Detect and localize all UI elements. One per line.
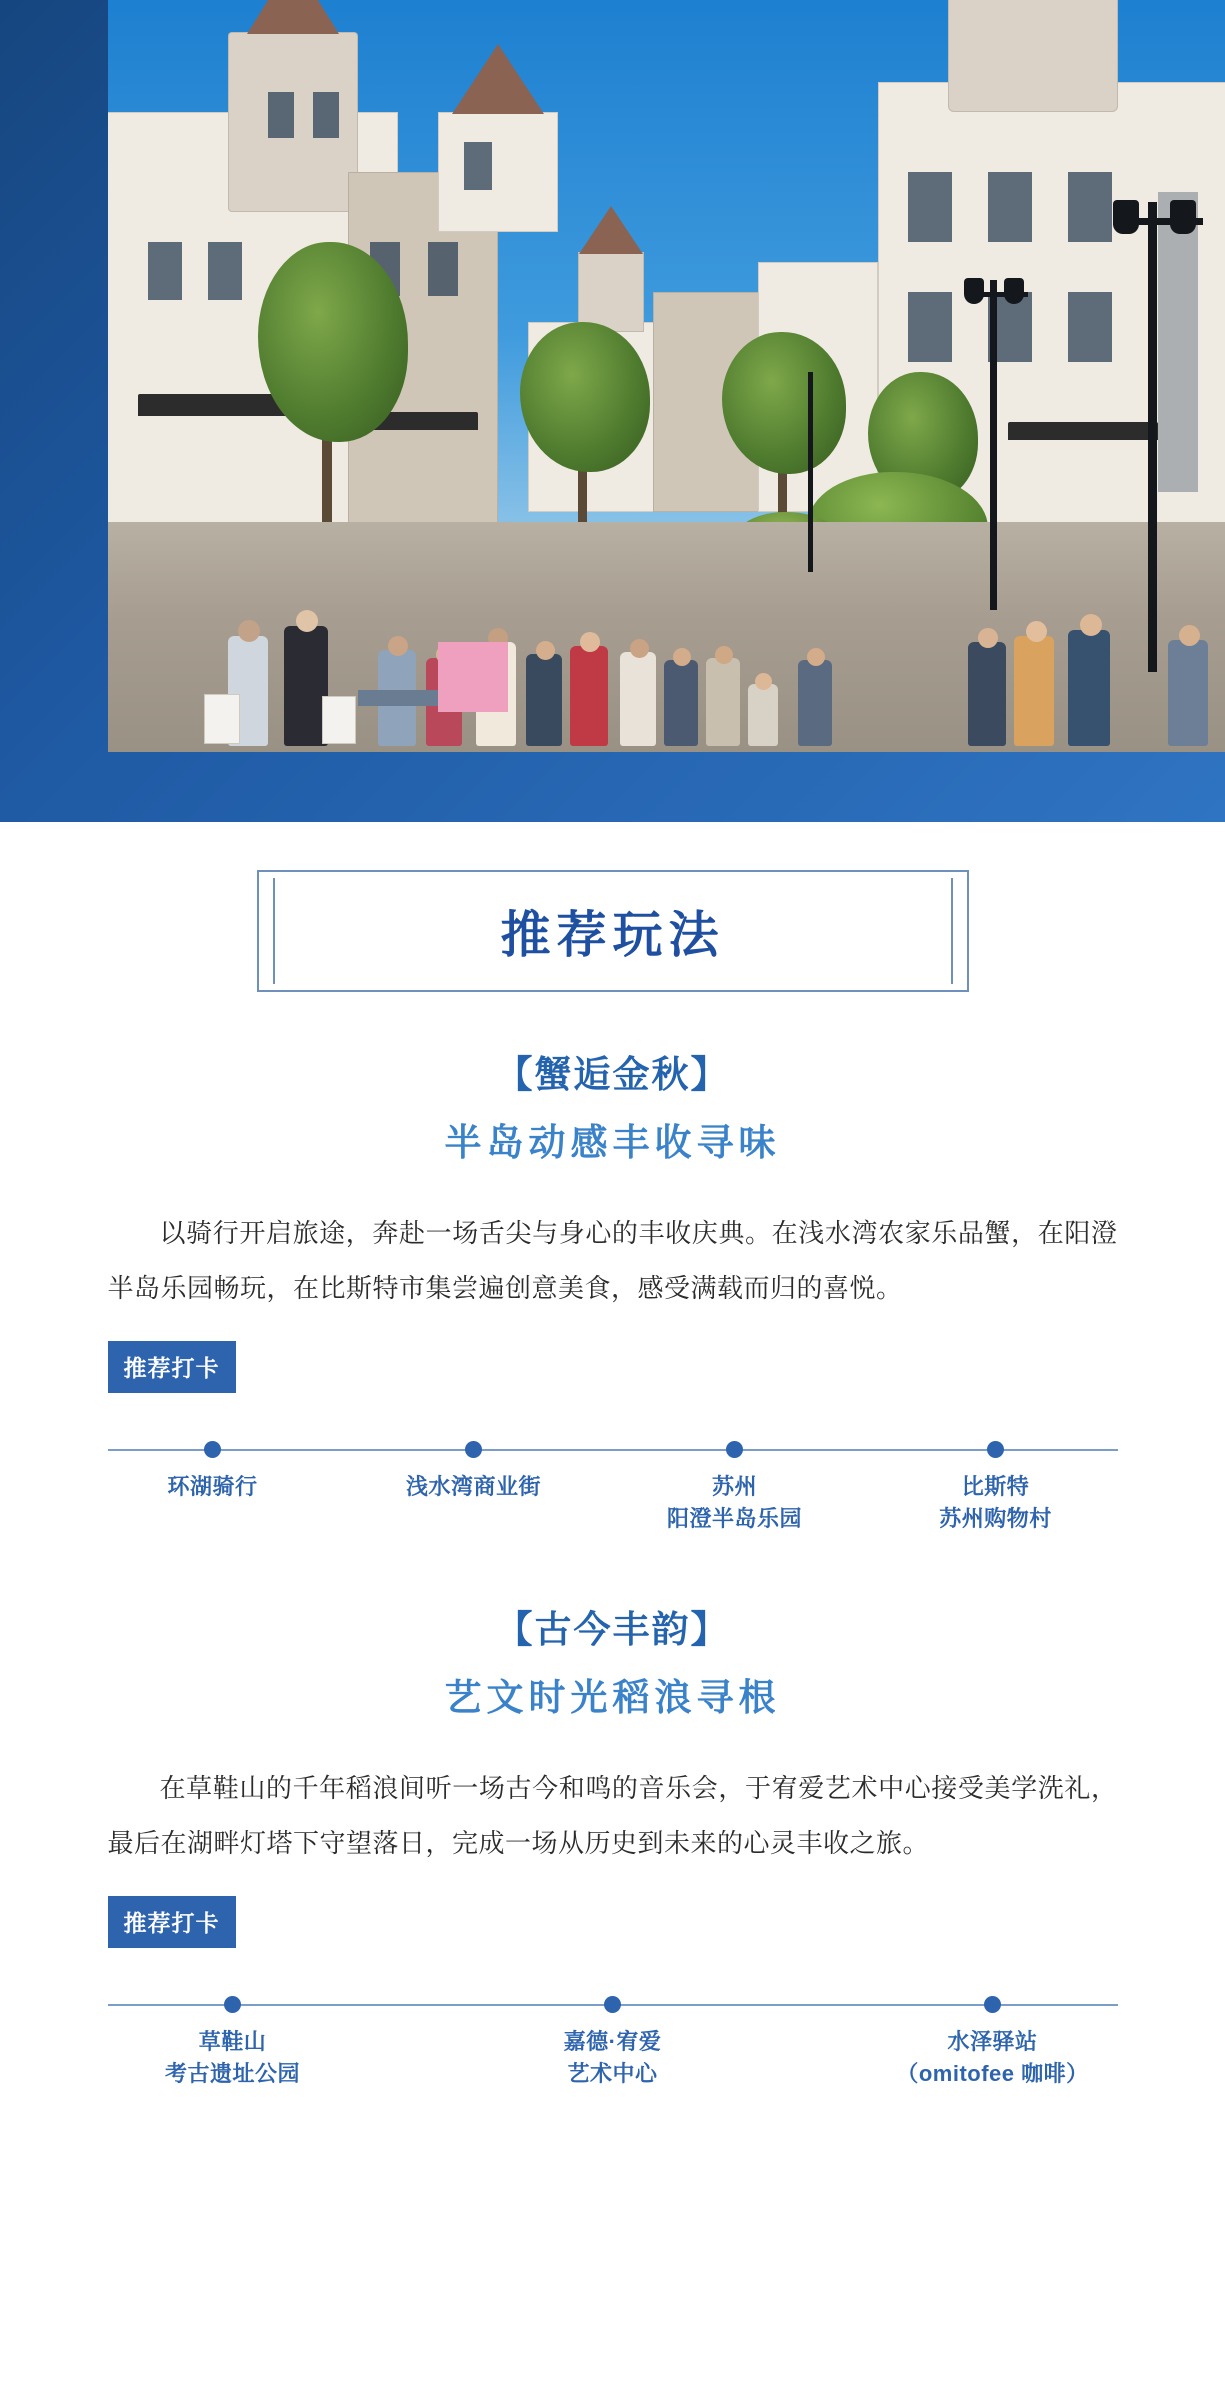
timeline-stop[interactable] xyxy=(93,1427,333,1503)
timeline-label-line2: （omitofee 咖啡） xyxy=(896,2061,1089,2087)
street-lamp-arm xyxy=(1113,218,1203,225)
timeline xyxy=(108,1982,1118,2102)
page-content xyxy=(0,870,1225,2222)
window xyxy=(908,292,952,362)
window xyxy=(268,92,294,138)
timeline-label-line1: 比斯特 xyxy=(961,1474,1030,1500)
window xyxy=(464,142,492,190)
timeline-label xyxy=(876,1471,1116,1535)
person-head xyxy=(388,636,408,656)
person-head xyxy=(673,648,691,666)
timeline-dot xyxy=(726,1441,743,1458)
timeline-dot xyxy=(984,1996,1001,2013)
window xyxy=(208,242,242,300)
timeline xyxy=(108,1427,1118,1547)
timeline-label xyxy=(615,1471,855,1535)
tower-mid-left xyxy=(438,112,558,232)
person xyxy=(1014,636,1054,746)
person-head xyxy=(807,648,825,666)
window xyxy=(428,242,458,296)
street-lamp-head xyxy=(1004,278,1024,304)
itinerary-block-2 xyxy=(0,1599,1225,2102)
window xyxy=(148,242,182,300)
shop-awning xyxy=(1008,422,1158,440)
section-title-text: 推荐玩法 xyxy=(500,907,725,963)
timeline-stop[interactable] xyxy=(873,1982,1113,2090)
timeline-label xyxy=(493,2026,733,2090)
tower-right xyxy=(948,0,1118,112)
itinerary-block-1 xyxy=(0,1044,1225,1547)
window xyxy=(908,172,952,242)
person-child xyxy=(748,684,778,746)
person xyxy=(968,642,1006,746)
timeline-label-line2: 艺术中心 xyxy=(567,2061,658,2087)
street-lamp-head xyxy=(964,278,984,304)
block-paragraph: 以骑行开启旅途，奔赴一场舌尖与身心的丰收庆典。在浅水湾农家乐品蟹，在阳澄半岛乐园畅玩，在比斯特市集尝遍创意美食，感受满载而归的喜悦。 xyxy=(107,1218,1118,1303)
block-heading-sub: 艺文时光稻浪寻根 xyxy=(444,1678,781,1720)
tower-mid xyxy=(578,252,644,332)
timeline-dot xyxy=(465,1441,482,1458)
street-lamp-arm xyxy=(966,292,1028,297)
tower-mid-roof xyxy=(579,206,643,254)
person-head xyxy=(580,632,600,652)
shopping-bag xyxy=(204,694,240,744)
person xyxy=(1068,630,1110,746)
tower-left-roof xyxy=(247,0,339,34)
crowd xyxy=(108,542,1225,752)
block-paragraph: 在草鞋山的千年稻浪间听一场古今和鸣的音乐会，于宥爱艺术中心接受美学洗礼，最后在湖畔灯塔下守望落日，完成一场从历史到未来的心灵丰收之旅。 xyxy=(107,1773,1118,1858)
timeline-dot xyxy=(204,1441,221,1458)
person-head xyxy=(630,639,649,658)
window xyxy=(313,92,339,138)
person-head xyxy=(715,646,733,664)
person xyxy=(706,658,740,746)
timeline-dot xyxy=(224,1996,241,2013)
person-head xyxy=(238,620,260,642)
window xyxy=(988,172,1032,242)
timeline-label-line2: 苏州购物村 xyxy=(939,1506,1052,1532)
timeline-label-line1: 草鞋山 xyxy=(198,2029,267,2055)
timeline-label xyxy=(873,2026,1113,2090)
timeline-label xyxy=(113,2026,353,2090)
person-head xyxy=(1080,614,1102,636)
timeline-label xyxy=(93,1471,333,1503)
person-head xyxy=(755,673,772,690)
timeline-label xyxy=(354,1471,594,1503)
shopping-bag xyxy=(322,696,356,744)
timeline-label-line2: 考古遗址公园 xyxy=(164,2061,300,2087)
timeline-dot xyxy=(604,1996,621,2013)
block-heading-bracket: 【蟹逅金秋】 xyxy=(495,1055,730,1096)
timeline-stop[interactable] xyxy=(354,1427,594,1503)
person-head xyxy=(1026,621,1047,642)
status-badge: 推荐打卡 xyxy=(108,1896,236,1948)
timeline-label-line1: 水泽驿站 xyxy=(947,2029,1038,2055)
timeline-dot xyxy=(987,1441,1004,1458)
person-head xyxy=(1179,625,1200,646)
shopping-street-photo xyxy=(108,0,1225,752)
person xyxy=(1168,640,1208,746)
timeline-stop[interactable] xyxy=(493,1982,733,2090)
person-head xyxy=(296,610,318,632)
status-badge: 推荐打卡 xyxy=(108,1341,236,1393)
timeline-label-line2: 阳澄半岛乐园 xyxy=(666,1506,802,1532)
block-heading xyxy=(0,1599,1225,1721)
tower-mid-left-roof xyxy=(452,44,544,114)
window xyxy=(1068,292,1112,362)
street-lamp-head xyxy=(1170,200,1196,234)
timeline-stop[interactable] xyxy=(615,1427,855,1535)
person xyxy=(664,660,698,746)
bottom-spacer xyxy=(0,2102,1225,2222)
person-head xyxy=(536,641,555,660)
timeline-label-line1: 环湖骑行 xyxy=(167,1474,258,1500)
timeline-stop[interactable] xyxy=(876,1427,1116,1535)
block-heading-sub: 半岛动感丰收寻味 xyxy=(444,1123,781,1164)
window-tall xyxy=(1158,192,1198,492)
person-head xyxy=(978,628,998,648)
hero-banner xyxy=(0,0,1225,822)
person xyxy=(798,660,832,746)
pink-display-box xyxy=(438,642,508,712)
timeline-label-line1: 嘉德·宥爱 xyxy=(563,2029,662,2055)
section-title xyxy=(257,870,969,992)
window xyxy=(1068,172,1112,242)
block-heading xyxy=(0,1044,1225,1166)
timeline-label-line1: 苏州 xyxy=(711,1474,757,1500)
timeline-stop[interactable] xyxy=(113,1982,353,2090)
person xyxy=(526,654,562,746)
block-heading-bracket: 【古今丰韵】 xyxy=(495,1610,730,1652)
street-lamp-head xyxy=(1113,200,1139,234)
timeline-label-line1: 浅水湾商业街 xyxy=(405,1474,541,1500)
person xyxy=(570,646,608,746)
person xyxy=(620,652,656,746)
